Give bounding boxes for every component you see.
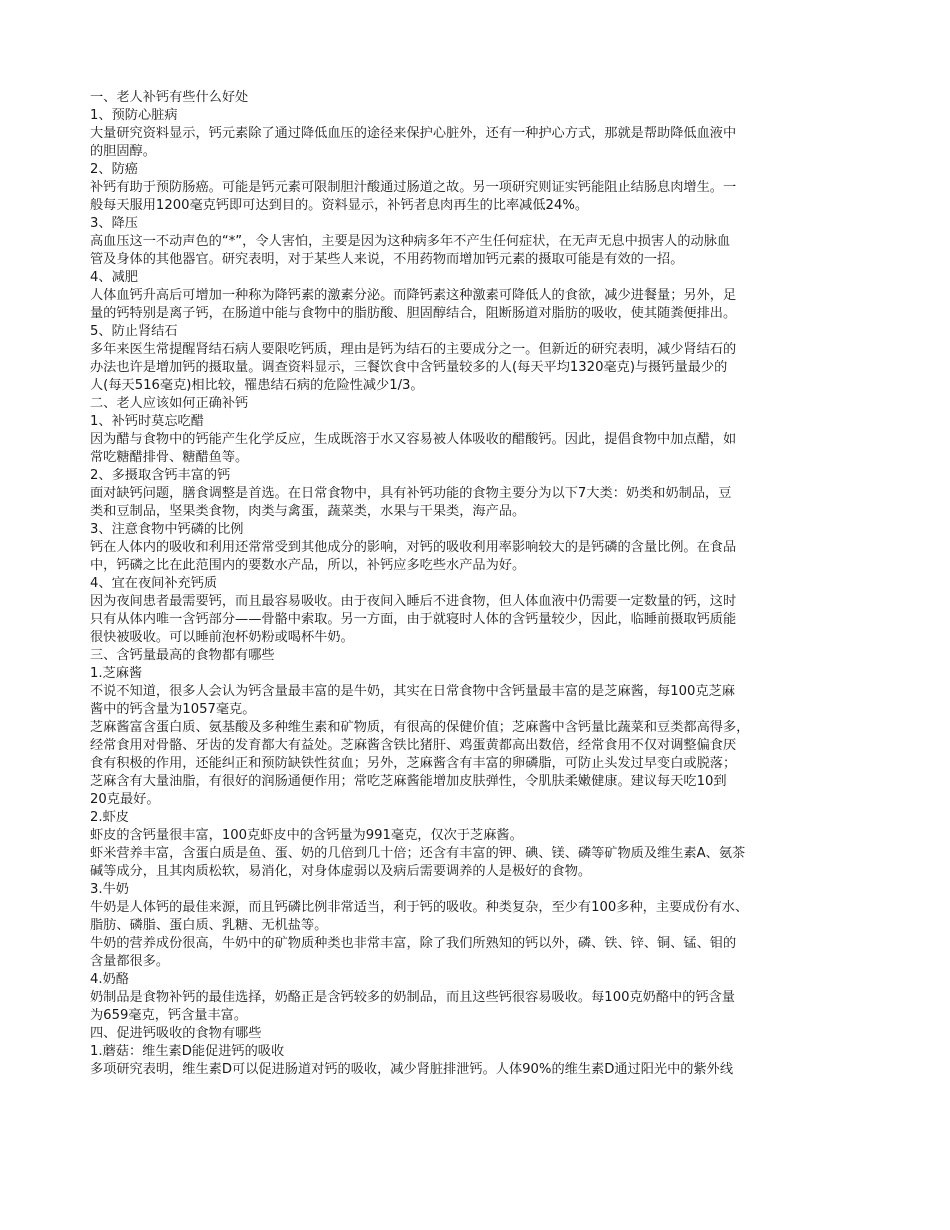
text-line: 4、减肥 <box>90 270 138 285</box>
text-line: 只有从体内唯一含钙部分——骨骼中索取。另一方面，由于就寝时人体的含钙量较少，因此，临睡前摄取钙质能 <box>90 612 737 627</box>
text-line: 高血压这一不动声色的“*”，令人害怕，主要是因为这种病多年不产生任何症状，在无声无息中损害人的动脉血 <box>90 234 731 249</box>
text-line: 牛奶的营养成份很高，牛奶中的矿物质种类也非常丰富，除了我们所熟知的钙以外，磷、铁、锌、铜、锰、钼的 <box>90 936 737 951</box>
text-line: 2、多摄取含钙丰富的钙 <box>90 468 231 483</box>
text-line: 3.牛奶 <box>90 882 129 897</box>
text-line: 4.奶酪 <box>90 972 129 987</box>
text-line: 食有积极的作用，还能纠正和预防缺铁性贫血；另外，芝麻酱含有丰富的卵磷脂，可防止头发过早变白或脱落； <box>90 756 737 771</box>
text-line: 奶制品是食物补钙的最佳选择，奶酪正是含钙较多的奶制品，而且这些钙很容易吸收。每100克奶酪中的钙含量 <box>90 990 735 1005</box>
text-line: 虾米营养丰富，含蛋白质是鱼、蛋、奶的几倍到几十倍；还含有丰富的钾、碘、镁、磷等矿物质及维生素A、氨茶 <box>90 846 746 861</box>
text-line: 四、促进钙吸收的食物有哪些 <box>90 1026 262 1041</box>
text-line: 3、注意食物中钙磷的比例 <box>90 522 244 537</box>
text-line: 2、防癌 <box>90 162 138 177</box>
text-line: 20克最好。 <box>90 792 160 807</box>
text-line: 多年来医生常提醒肾结石病人要限吃钙质，理由是钙为结石的主要成分之一。但新近的研究表明，减少肾结石的 <box>90 342 737 357</box>
text-line: 中，钙磷之比在此范围内的要数水产品，所以，补钙应多吃些水产品为好。 <box>90 558 526 573</box>
text-line: 大量研究资料显示，钙元素除了通过降低血压的途径来保护心脏外，还有一种护心方式，那就是帮助降低血液中 <box>90 126 737 141</box>
text-line: 1、预防心脏病 <box>90 108 178 123</box>
text-line: 类和豆制品，坚果类食物，肉类与禽蛋，蔬菜类，水果与干果类，海产品。 <box>90 504 526 519</box>
text-line: 4、宜在夜间补充钙质 <box>90 576 218 591</box>
document-body <box>90 89 856 1079</box>
text-line: 管及身体的其他器官。研究表明，对于某些人来说，不用药物而增加钙元素的摄取可能是有效的一招。 <box>90 252 684 267</box>
text-line: 不说不知道，很多人会认为钙含量最丰富的是牛奶，其实在日常食物中含钙量最丰富的是芝麻酱，每100克芝麻 <box>90 684 735 699</box>
text-line: 为659毫克，钙含量丰富。 <box>90 1008 248 1023</box>
text-line: 3、降压 <box>90 216 138 231</box>
text-line: 二、老人应该如何正确补钙 <box>90 396 249 411</box>
text-line: 1.蘑菇：维生素D能促进钙的吸收 <box>90 1044 285 1059</box>
text-line: 的胆固醇。 <box>90 144 156 159</box>
text-line: 脂肪、磷脂、蛋白质、乳糖、无机盐等。 <box>90 918 328 933</box>
text-line: 1.芝麻酱 <box>90 666 143 681</box>
text-line: 人体血钙升高后可增加一种称为降钙素的激素分泌。而降钙素这种激素可降低人的食欲，减少进餐量；另外，足 <box>90 288 737 303</box>
text-line: 碱等成分，且其肉质松软，易消化，对身体虚弱以及病后需要调养的人是极好的食物。 <box>90 864 592 879</box>
text-line: 量的钙特别是离子钙，在肠道中能与食物中的脂肪酸、胆固醇结合，阻断肠道对脂肪的吸收，使其随粪便排出。 <box>90 306 737 321</box>
text-line: 补钙有助于预防肠癌。可能是钙元素可限制胆汁酸通过肠道之故。另一项研究则证实钙能阻止结肠息肉增生。一 <box>90 180 737 195</box>
text-line: 芝麻酱富含蛋白质、氨基酸及多种维生素和矿物质，有很高的保健价值；芝麻酱中含钙量比蔬菜和豆类都高得多， <box>90 720 750 735</box>
text-line: 虾皮的含钙量很丰富，100克虾皮中的含钙量为991毫克，仅次于芝麻酱。 <box>90 828 523 843</box>
text-line: 经常食用对骨骼、牙齿的发育都大有益处。芝麻酱含铁比猪肝、鸡蛋黄都高出数倍，经常食用不仅对调整偏食厌 <box>90 738 737 753</box>
text-line: 酱中的钙含量为1057毫克。 <box>90 702 256 717</box>
text-line: 因为夜间患者最需要钙，而且最容易吸收。由于夜间入睡后不进食物，但人体血液中仍需要一定数量的钙，这时 <box>90 594 737 609</box>
text-line: 多项研究表明，维生素D可以促进肠道对钙的吸收，减少肾脏排泄钙。人体90%的维生素D通过阳光中的紫外线 <box>90 1062 734 1077</box>
text-line: 钙在人体内的吸收和利用还常常受到其他成分的影响，对钙的吸收利用率影响较大的是钙磷的含量比例。在食品 <box>90 540 737 555</box>
text-line: 很快被吸收。可以睡前泡杯奶粉或喝杯牛奶。 <box>90 630 354 645</box>
text-line: 1、补钙时莫忘吃醋 <box>90 414 204 429</box>
text-line: 牛奶是人体钙的最佳来源，而且钙磷比例非常适当，利于钙的吸收。种类复杂，至少有100多种，主要成份有水、 <box>90 900 749 915</box>
text-line: 芝麻含有大量油脂，有很好的润肠通便作用；常吃芝麻酱能增加皮肤弹性，令肌肤柔嫩健康。建议每天吃10到 <box>90 774 727 789</box>
text-line: 般每天服用1200毫克钙即可达到目的。资料显示，补钙者息肉再生的比率减低24%。 <box>90 198 589 213</box>
text-line: 面对缺钙问题，膳食调整是首选。在日常食物中，具有补钙功能的食物主要分为以下7大类：奶类和奶制品，豆 <box>90 486 732 501</box>
text-line: 5、防止肾结石 <box>90 324 178 339</box>
text-line: 办法也许是增加钙的摄取量。调查资料显示，三餐饮食中含钙量较多的人(每天平均1320毫克)与摄钙量最少的 <box>90 360 728 375</box>
text-line: 一、老人补钙有些什么好处 <box>90 90 249 105</box>
text-line: 三、含钙量最高的食物都有哪些 <box>90 648 275 663</box>
text-line: 因为醋与食物中的钙能产生化学反应，生成既溶于水又容易被人体吸收的醋酸钙。因此，提倡食物中加点醋，如 <box>90 432 737 447</box>
text-line: 2.虾皮 <box>90 810 129 825</box>
text-line: 人(每天516毫克)相比较，罹患结石病的危险性减少1/3。 <box>90 378 424 393</box>
text-line: 含量都很多。 <box>90 954 170 969</box>
text-line: 常吃糖醋排骨、糖醋鱼等。 <box>90 450 249 465</box>
